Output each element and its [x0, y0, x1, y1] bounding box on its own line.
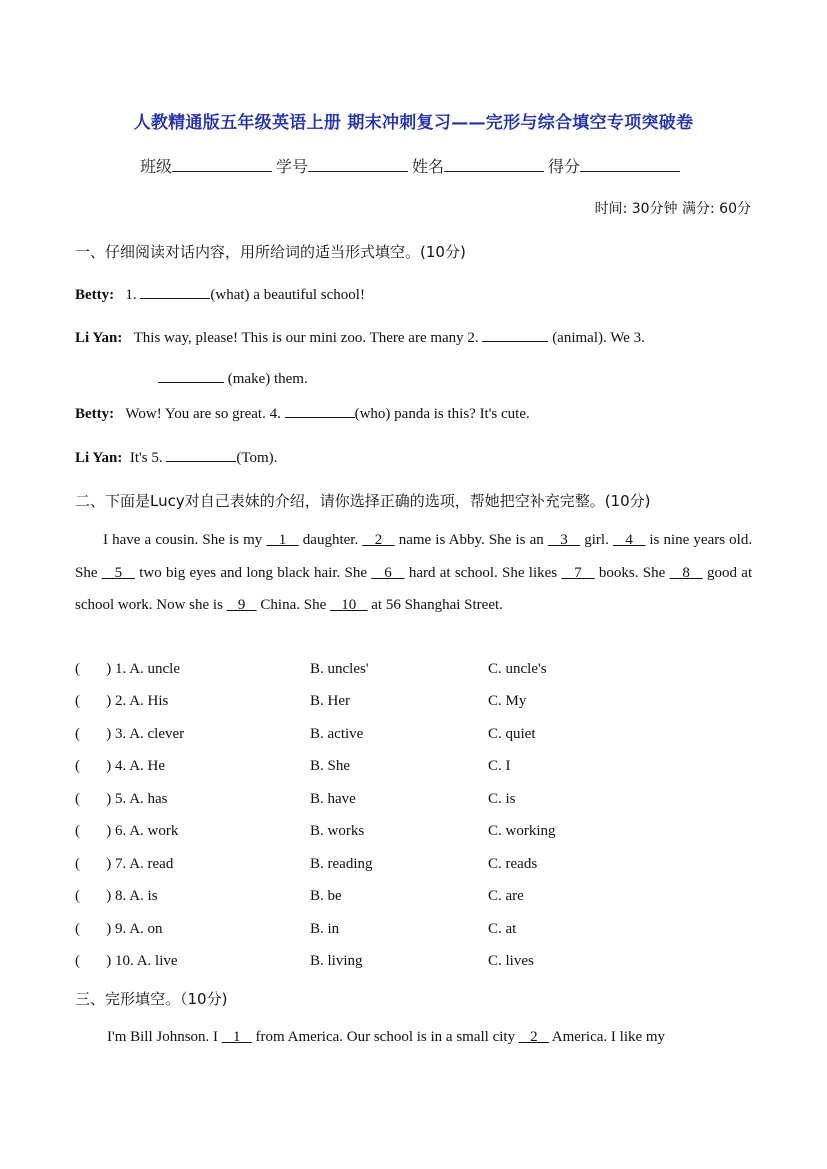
section3-heading: 三、完形填空。（10分): [75, 990, 228, 1008]
question-item[interactable]: ( ) 8. A. is: [75, 888, 158, 904]
id-field[interactable]: [308, 157, 408, 172]
option-b: B. living: [310, 953, 363, 969]
info-label-class: 班级: [140, 157, 173, 176]
blank-3[interactable]: [158, 368, 224, 383]
option-c: C. quiet: [488, 726, 536, 742]
section3-passage: I'm Bill Johnson. I 1 from America. Our school is in a small city 2 America. I like my: [107, 1029, 666, 1045]
section2-heading: 二、下面是Lucy对自己表妹的介绍，请你选择正确的选项，帮她把空补充完整。(10分): [75, 492, 651, 510]
option-b: B. have: [310, 791, 356, 807]
question-item[interactable]: ( ) 7. A. read: [75, 856, 174, 872]
option-b: B. uncles': [310, 661, 369, 677]
option-c: C. are: [488, 888, 524, 904]
dialogue-line-4: Betty: Wow! You are so great. 4. (who) panda is this? It's cute.: [75, 403, 530, 423]
info-label-name: 姓名: [412, 157, 445, 176]
option-b: B. reading: [310, 856, 373, 872]
blank-5[interactable]: [166, 447, 236, 462]
question-item[interactable]: ( ) 3. A. clever: [75, 726, 185, 742]
question-item[interactable]: ( ) 9. A. on: [75, 921, 163, 937]
question-item[interactable]: ( ) 10. A. live: [75, 953, 178, 969]
info-label-id: 学号: [276, 157, 309, 176]
dialogue-line-2: Li Yan: This way, please! This is our mini zoo. There are many 2. (animal). We 3.: [75, 327, 752, 347]
option-b: B. Her: [310, 693, 350, 709]
info-label-score: 得分: [548, 157, 581, 176]
question-item[interactable]: ( ) 6. A. work: [75, 823, 179, 839]
section2-passage: I have a cousin. She is my 1 daughter. 2 name is Abby. She is an 3 girl. 4 is nine years old. She 5 two big eyes and long black hair. She 6 hard at school. She likes 7 books. She 8 good at school work. Now she is 9 China. She 10 at 56 Shanghai Street.: [75, 532, 753, 613]
option-c: C. is: [488, 791, 516, 807]
option-c: C. reads: [488, 856, 538, 872]
student-info-row: [140, 154, 684, 177]
option-b: B. be: [310, 888, 342, 904]
blank-2[interactable]: [482, 327, 548, 342]
name-field[interactable]: [444, 157, 544, 172]
option-c: C. at: [488, 921, 517, 937]
page-title: 人教精通版五年级英语上册 期末冲刺复习——完形与综合填空专项突破卷: [133, 113, 694, 133]
option-c: C. lives: [488, 953, 534, 969]
dialogue-line-1: Betty: 1. (what) a beautiful school!: [75, 284, 365, 304]
option-b: B. She: [310, 758, 351, 774]
option-c: C. working: [488, 823, 556, 839]
option-c: C. My: [488, 693, 527, 709]
blank-4[interactable]: [285, 403, 355, 418]
score-field[interactable]: [580, 157, 680, 172]
question-item[interactable]: ( ) 4. A. He: [75, 758, 166, 774]
question-item[interactable]: ( ) 1. A. uncle: [75, 661, 181, 677]
option-c: C. I: [488, 758, 511, 774]
option-b: B. active: [310, 726, 364, 742]
question-item[interactable]: ( ) 2. A. His: [75, 693, 169, 709]
option-c: C. uncle's: [488, 661, 547, 677]
blank-1[interactable]: [140, 284, 210, 299]
dialogue-line-3: (make) them.: [158, 368, 308, 388]
section1-heading: 一、仔细阅读对话内容，用所给词的适当形式填空。(10分): [75, 243, 466, 261]
question-item[interactable]: ( ) 5. A. has: [75, 791, 168, 807]
dialogue-line-5: Li Yan: It's 5. (Tom).: [75, 447, 277, 467]
option-b: B. in: [310, 921, 340, 937]
time-score: 时间: 30分钟 满分: 60分: [594, 201, 751, 217]
class-field[interactable]: [172, 157, 272, 172]
option-b: B. works: [310, 823, 365, 839]
